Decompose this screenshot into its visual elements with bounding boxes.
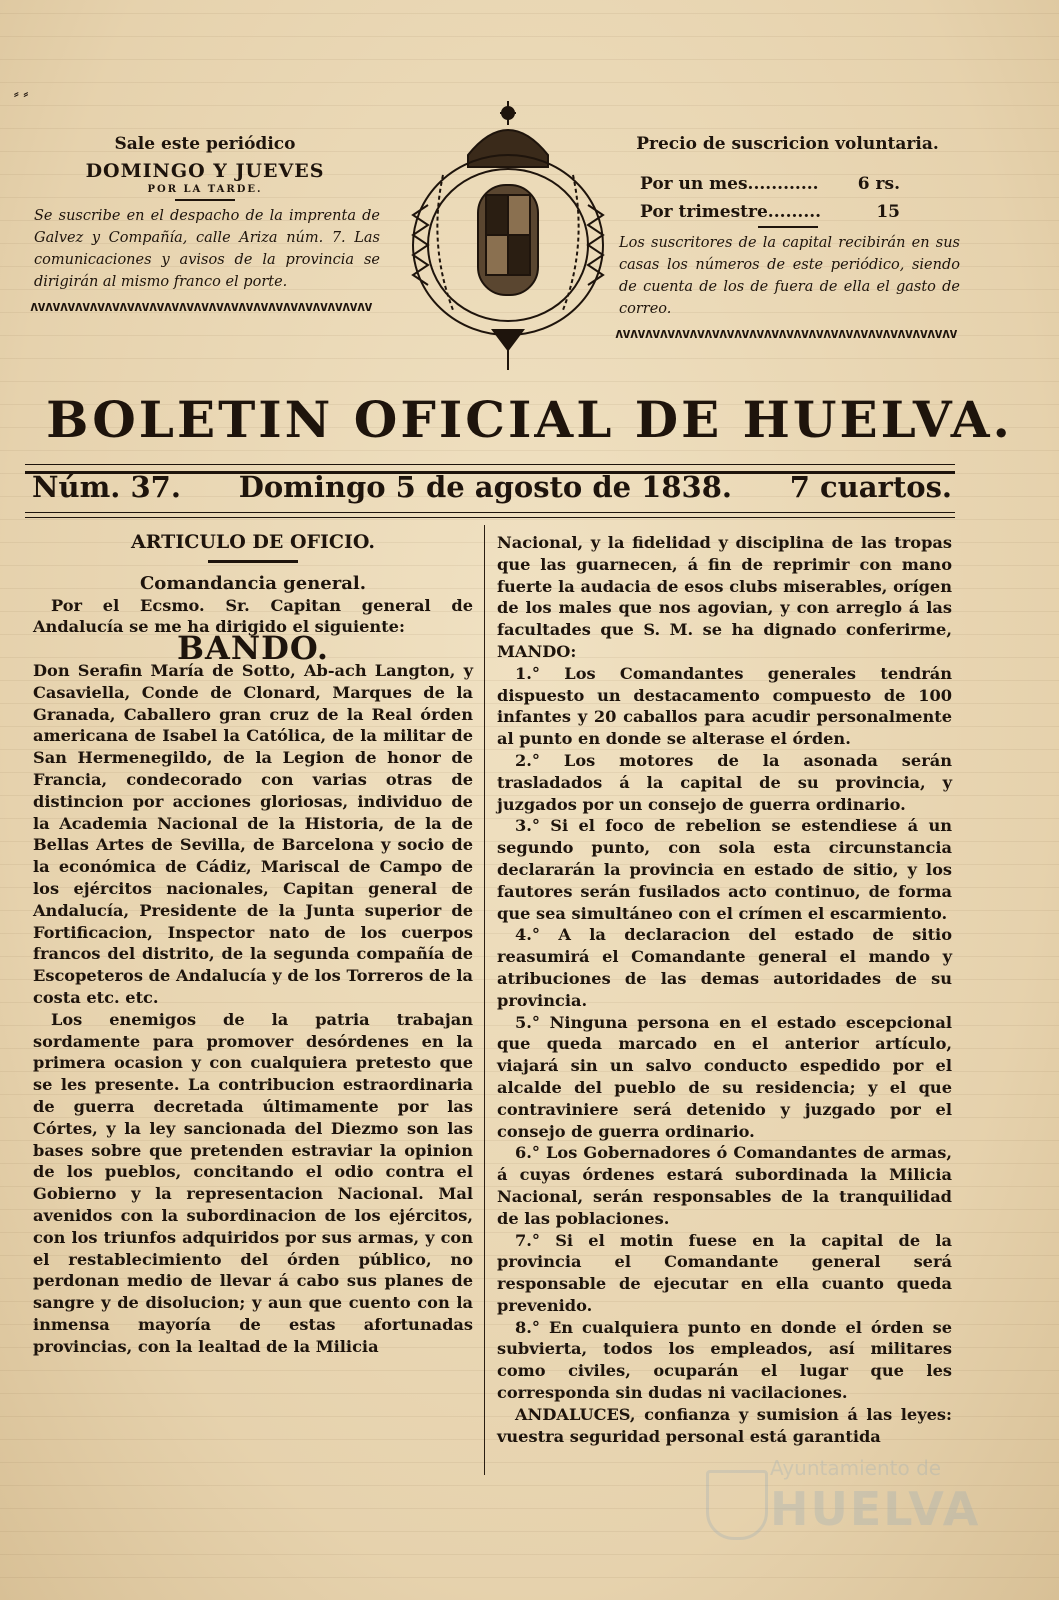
closing-paragraph: ANDALUCES, confianza y sumision á las leyes: vuestra seguridad personal está garantida: [497, 1404, 952, 1446]
price-label: Por trimestre.........: [640, 202, 822, 222]
shield-icon: [706, 1470, 768, 1540]
column-divider: [484, 525, 485, 1475]
masthead-rule-bottom: [25, 512, 955, 518]
issue-date: Domingo 5 de agosto de 1838.: [238, 470, 732, 504]
watermark-line1: Ayuntamiento de: [770, 1456, 942, 1480]
publication-days: DOMINGO Y JUEVES: [85, 160, 325, 182]
ornament-border-left: ʌvʌvʌvʌvʌvʌvʌvʌvʌvʌvʌvʌvʌvʌvʌvʌvʌvʌvʌvʌvʌvʌvʌv: [30, 299, 372, 315]
issue-number: Núm. 37.: [32, 470, 181, 504]
right-column: [497, 532, 952, 1447]
issue-price: 7 cuartos.: [789, 470, 952, 504]
publication-days-intro: Sale este periódico: [114, 134, 296, 154]
price-heading: Precio de suscricion voluntaria.: [636, 134, 939, 154]
ornament-border-right: ʌvʌvʌvʌvʌvʌvʌvʌvʌvʌvʌvʌvʌvʌvʌvʌvʌvʌvʌvʌvʌvʌvʌv: [615, 326, 957, 342]
header-right-block: [615, 134, 960, 342]
issue-line: [32, 470, 952, 504]
article-8: 8.° En cualquiera punto en donde el órden se subvierta, todos los empleados, así militares como civiles, ocuparán el lugar que les corresponda sin dudas ni vacilaciones.: [497, 1317, 952, 1403]
article-3: 3.° Si el foco de rebelion se estendiese á un segundo punto, con sola esta circunstancia declararán la provincia en estado de sitio, y los fautores serán fusilados acto continuo, de forma que sea simultáneo con el crímen el escarmiento.: [497, 816, 952, 923]
paragraph: Los enemigos de la patria trabajan sordamente para promover desórdenes en la primera ocasion y con cualquiera pretesto que se les presente. La contribucion estraordinaria de guerra decretada últimamente por las Córtes, y la ley sancionada del Diezmo son las bases sobre que pretenden estraviar la opinion de los pueblos, concitando el odio contra el Gobierno y la representacion Nacional. Mal avenidos con la subordinacion de los ejércitos, con los triunfos adquiridos por sus armas, y con el restablecimiento del órden público, no perdonan medio de llevar á cabo sus planes de sangre y de disolucion; y aun que cuento con la inmensa mayoría de estas afortunadas provincias, con la lealtad de la Milicia: [33, 1009, 473, 1356]
divider: [175, 199, 235, 201]
article-7: 7.° Si el motin fuese en la capital de la provincia el Comandante general será responsable de ejecutar en ella cuanto queda prevenido.: [497, 1230, 952, 1315]
paragraph: Nacional, y la fidelidad y disciplina de las tropas que las guarnecen, á fin de reprimir con mano fuerte la audacia de esos clubs miserables, orígen de los males que nos agovian, y con arreglo á las facultades que S. M. se ha dignado conferirme, MANDO:: [497, 533, 952, 661]
section-heading: ARTICULO DE OFICIO.: [130, 531, 375, 553]
article-2: 2.° Los motores de la asonada serán trasladados á la capital de su provincia, y juzgados por un consejo de guerra ordinario.: [497, 750, 952, 814]
article-5: 5.° Ninguna persona en el estado escepcional que queda marcado en el anterior artículo, viajará sin un salvo conducto espedido por el alcalde del pueblo de su residencia; y el que contraviniere será detenido y juzgado por el consejo de guerra ordinario.: [497, 1012, 952, 1141]
subsection-heading: Comandancia general.: [139, 572, 367, 594]
left-column: [33, 532, 473, 1357]
article-4: 4.° A la declaracion del estado de sitio reasumirá el Comandante general el mando y atribuciones de las demas autoridades de su provincia.: [497, 925, 952, 1010]
price-value: 15: [876, 202, 900, 222]
price-row-monthly: [640, 174, 960, 194]
bando-heading: BANDO.: [176, 629, 329, 668]
margin-marks: ⸗ ⸗: [14, 86, 29, 102]
intro-paragraph: Por el Ecsmo. Sr. Capitan general de Andalucía se me ha dirigido el siguiente:: [33, 595, 473, 637]
publication-time: POR LA TARDE.: [147, 184, 263, 195]
delivery-info: Los suscritores de la capital recibirán en sus casas los números de este periódico, siendo de cuenta de los de fuera de ella el gasto de correo.: [619, 235, 960, 317]
price-value: 6 rs.: [857, 174, 900, 194]
newspaper-title: BOLETIN OFICIAL DE HUELVA.: [46, 390, 1013, 449]
paragraph: Don Serafin María de Sotto, Ab-ach Langton, y Casaviella, Conde de Clonard, Marques de la Granada, Caballero gran cruz de la Real órden americana de Isabel la Católica, de la militar de San Hermenegildo, de la Legion de honor de Francia, condecorado con varias otras de distincion por acciones gloriosas, individuo de la Academia Nacional de la Historia, de la de Bellas Artes de Sevilla, de Barcelona y socio de la económica de Cádiz, Mariscal de Campo de los ejércitos nacionales, Capitan general de Andalucía, Presidente de la Junta superior de Fortificacion, Inspector nato de los cuerpos francos del distrito, de la segunda compañía de Escopeteros de Andalucía y de los Torreros de la costa etc. etc.: [33, 660, 473, 1007]
article-6: 6.° Los Gobernadores ó Comandantes de armas, á cuyas órdenes estará subordinada la Milicia Nacional, serán responsables de la tranquilidad de las poblaciones.: [497, 1143, 952, 1228]
header-left-block: [30, 134, 380, 315]
divider: [208, 560, 298, 563]
price-row-quarterly: [640, 202, 960, 222]
watermark-logo: [700, 1450, 980, 1590]
royal-crest-icon: [408, 95, 608, 375]
article-1: 1.° Los Comandantes generales tendrán dispuesto un destacamento compuesto de 100 infantes y 20 caballos para acudir personalmente al punto en donde se alterase el órden.: [497, 663, 952, 749]
subscription-info: Se suscribe en el despacho de la imprenta de Galvez y Compañía, calle Ariza núm. 7. Las comunicaciones y avisos de la provincia se dirigirán al mismo franco el porte.: [34, 208, 380, 290]
price-label: Por un mes............: [640, 174, 819, 194]
divider: [758, 226, 818, 228]
watermark-line2: HUELVA: [770, 1482, 981, 1536]
